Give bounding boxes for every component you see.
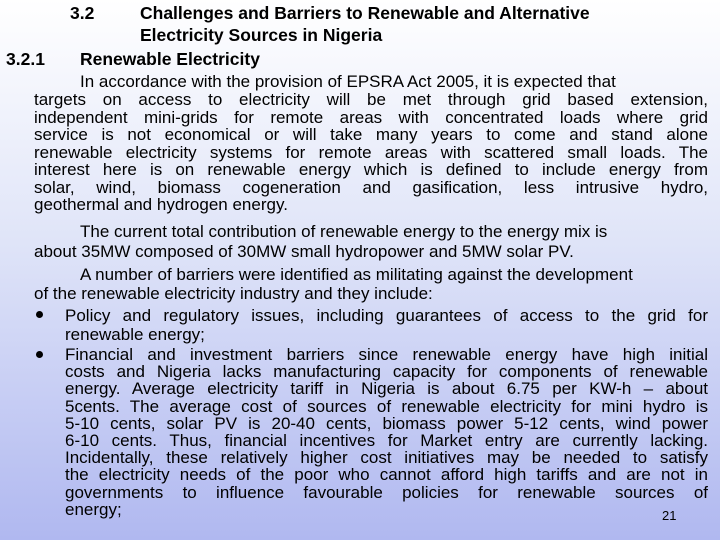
bullet-line: energy; xyxy=(65,499,122,519)
bullet-line: 5cents. The average cost of sources of renewable electricity for mini hydro is xyxy=(65,396,708,416)
bullet-line: the electricity needs of the poor who cannot afford high tariffs and are not in xyxy=(65,465,708,485)
paragraph2-line: about 35MW composed of 30MW small hydropower and 5MW solar PV. xyxy=(34,242,574,261)
paragraph2-first-line: The current total contribution of renewable energy to the energy mix is xyxy=(80,222,608,241)
bullet-item-1 xyxy=(65,306,708,344)
subsection-number: 3.2.1 xyxy=(6,49,45,69)
bullet-line: costs and Nigeria lacks manufacturing capacity for components of renewable xyxy=(65,362,708,382)
bullet-line: Incidentally, these relatively higher cost initiatives may be needed to satisfy xyxy=(65,448,708,468)
paragraph1-line: renewable electricity systems for remote areas with scattered small loads. The xyxy=(34,142,708,162)
bullet-marker xyxy=(36,311,43,318)
paragraph1-first-line: In accordance with the provision of EPSRA Act 2005, it is expected that xyxy=(80,72,616,91)
bullet-line: 5-10 cents, solar PV is 20-40 cents, biomass power 5-12 cents, wind power xyxy=(65,413,708,433)
page-number: 21 xyxy=(662,508,677,523)
paragraph3-first-line: A number of barriers were identified as militating against the development xyxy=(80,265,633,284)
bullet-line: Financial and investment barriers since renewable energy have high initial xyxy=(65,345,708,364)
section-title-line1: Challenges and Barriers to Renewable and Alternative xyxy=(140,3,590,23)
bullet-line: 6-10 cents. Thus, financial incentives for Market entry are currently lacking. xyxy=(65,431,708,451)
paragraph1-line: service is not economical or will take many years to come and stand alone xyxy=(34,125,708,144)
section-title-line2: Electricity Sources in Nigeria xyxy=(140,25,383,45)
paragraph1-line: independent mini-grids for remote areas with concentrated loads where grid xyxy=(34,107,708,127)
paragraph1-line: interest here is on renewable energy which is defined to include energy from xyxy=(34,160,708,179)
paragraph3-line: of the renewable electricity industry and they include: xyxy=(34,284,433,303)
paragraph1-line: targets on access to electricity will be met through grid based extension, xyxy=(34,90,708,109)
bullet-marker xyxy=(36,351,43,358)
bullet-line: Policy and regulatory issues, including guarantees of access to the grid for xyxy=(65,306,708,325)
section-number: 3.2 xyxy=(70,3,95,23)
bullet-line: renewable energy; xyxy=(65,325,205,344)
subsection-title: Renewable Electricity xyxy=(80,49,260,69)
paragraph1-line: solar, wind, biomass cogeneration and gasification, less intrusive hydro, xyxy=(34,177,708,197)
paragraph1-body xyxy=(34,91,708,214)
paragraph1-line: geothermal and hydrogen energy. xyxy=(34,195,288,214)
bullet-line: governments to influence favourable policies for renewable sources of xyxy=(65,482,708,502)
bullet-item-2 xyxy=(65,346,708,518)
bullet-line: energy. Average electricity tariff in Nigeria is about 6.75 per KW-h – about xyxy=(65,379,708,399)
